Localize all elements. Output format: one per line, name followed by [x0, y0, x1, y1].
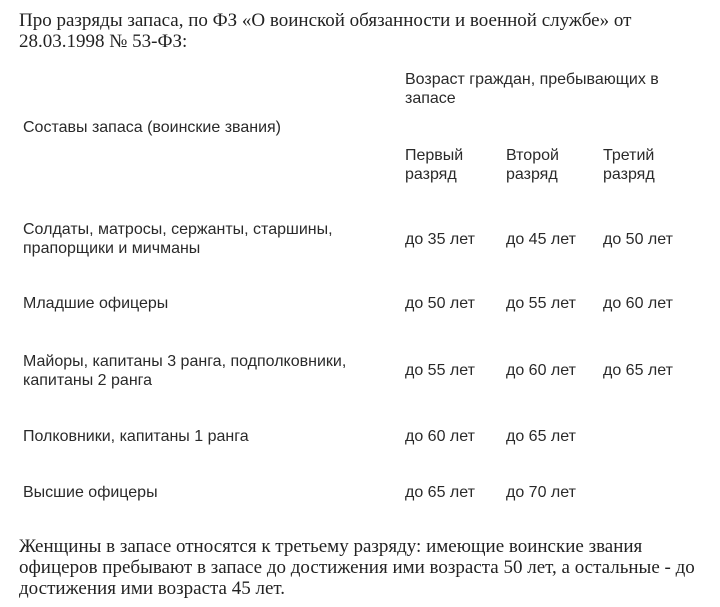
age-cell: до 60 лет	[405, 428, 475, 445]
rank-junior-officers: Младшие офицеры	[23, 295, 169, 312]
rank-header: Составы запаса (воинские звания)	[23, 119, 282, 136]
rank-senior-officers: Высшие офицеры	[23, 484, 158, 501]
age-cell: до 70 лет	[506, 484, 576, 501]
age-cell: до 50 лет	[603, 231, 673, 248]
category-second: Второй разряд	[506, 147, 559, 183]
age-cell: до 60 лет	[506, 362, 576, 379]
age-cell: до 35 лет	[405, 231, 475, 248]
age-header: Возраст граждан, пребывающих в запасе	[405, 71, 659, 107]
age-cell: до 60 лет	[603, 295, 673, 312]
age-cell: до 45 лет	[506, 231, 576, 248]
rank-colonels: Полковники, капитаны 1 ранга	[23, 428, 249, 445]
age-cell: до 65 лет	[506, 428, 576, 445]
age-cell: до 65 лет	[405, 484, 475, 501]
age-cell: до 50 лет	[405, 295, 475, 312]
age-cell: до 55 лет	[405, 362, 475, 379]
intro-paragraph: Про разряды запаса, по ФЗ «О воинской обязанности и военной службе» от 28.03.1998 № 53-ФЗ:	[19, 10, 632, 52]
footnote-paragraph: Женщины в запасе относятся к третьему разряду: имеющие воинские звания офицеров пребывают в запасе до достижения ими возраста 50 лет, а остальные - до достижения ими возраста 45 лет.	[19, 536, 695, 599]
category-first: Первый разряд	[405, 147, 464, 183]
age-cell: до 65 лет	[603, 362, 673, 379]
age-cell: до 55 лет	[506, 295, 576, 312]
rank-majors: Майоры, капитаны 3 ранга, подполковники, капитаны 2 ранга	[23, 353, 347, 389]
category-third: Третий разряд	[603, 147, 655, 183]
rank-soldiers: Солдаты, матросы, сержанты, старшины, прапорщики и мичманы	[23, 221, 333, 257]
